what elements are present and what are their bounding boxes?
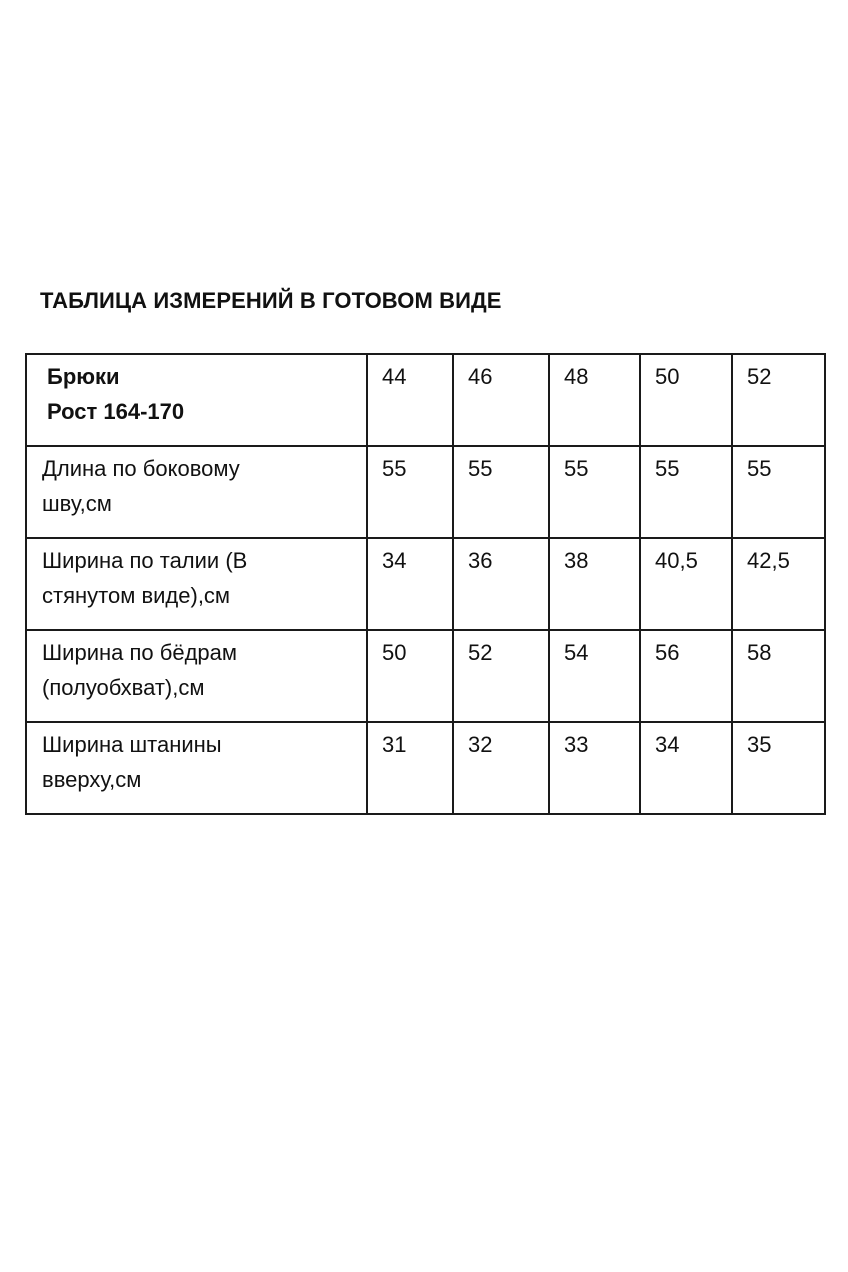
table-cell: 55 — [640, 446, 732, 538]
table-row — [26, 630, 825, 722]
measurement-table — [25, 353, 826, 815]
table-header-row — [26, 354, 825, 446]
table-cell: 36 — [453, 538, 549, 630]
size-header-cell: 48 — [549, 354, 640, 446]
measurement-label — [26, 538, 367, 630]
table-cell: 34 — [367, 538, 453, 630]
label-line: Ширина по талии (В — [42, 548, 248, 573]
table-row — [26, 446, 825, 538]
measurement-label — [26, 630, 367, 722]
size-header-cell: 46 — [453, 354, 549, 446]
table-cell: 50 — [367, 630, 453, 722]
table-cell: 54 — [549, 630, 640, 722]
table-cell: 56 — [640, 630, 732, 722]
table-cell: 55 — [732, 446, 825, 538]
table-cell: 31 — [367, 722, 453, 814]
table-row — [26, 722, 825, 814]
label-line: Длина по боковому — [42, 456, 240, 481]
table-cell: 58 — [732, 630, 825, 722]
table-cell: 38 — [549, 538, 640, 630]
label-line: Ширина штанины — [42, 732, 222, 757]
height-range: Рост 164-170 — [47, 399, 185, 424]
table-cell: 40,5 — [640, 538, 732, 630]
table-cell: 52 — [453, 630, 549, 722]
label-line: стянутом виде),см — [42, 583, 231, 608]
table-cell: 55 — [549, 446, 640, 538]
size-header-cell: 44 — [367, 354, 453, 446]
measurement-label — [26, 446, 367, 538]
table-cell: 42,5 — [732, 538, 825, 630]
table-cell: 55 — [367, 446, 453, 538]
product-name: Брюки — [47, 364, 120, 389]
table-cell: 32 — [453, 722, 549, 814]
table-cell: 55 — [453, 446, 549, 538]
label-line: шву,см — [42, 491, 112, 516]
label-line: Ширина по бёдрам — [42, 640, 238, 665]
size-header-cell: 52 — [732, 354, 825, 446]
table-row — [26, 538, 825, 630]
size-header-cell: 50 — [640, 354, 732, 446]
table-cell: 35 — [732, 722, 825, 814]
label-line: вверху,см — [42, 767, 142, 792]
table-cell: 33 — [549, 722, 640, 814]
measurement-label — [26, 722, 367, 814]
document-title: ТАБЛИЦА ИЗМЕРЕНИЙ В ГОТОВОМ ВИДЕ — [40, 288, 502, 313]
table-cell: 34 — [640, 722, 732, 814]
label-line: (полуобхват),см — [42, 675, 205, 700]
product-label-cell — [26, 354, 367, 446]
